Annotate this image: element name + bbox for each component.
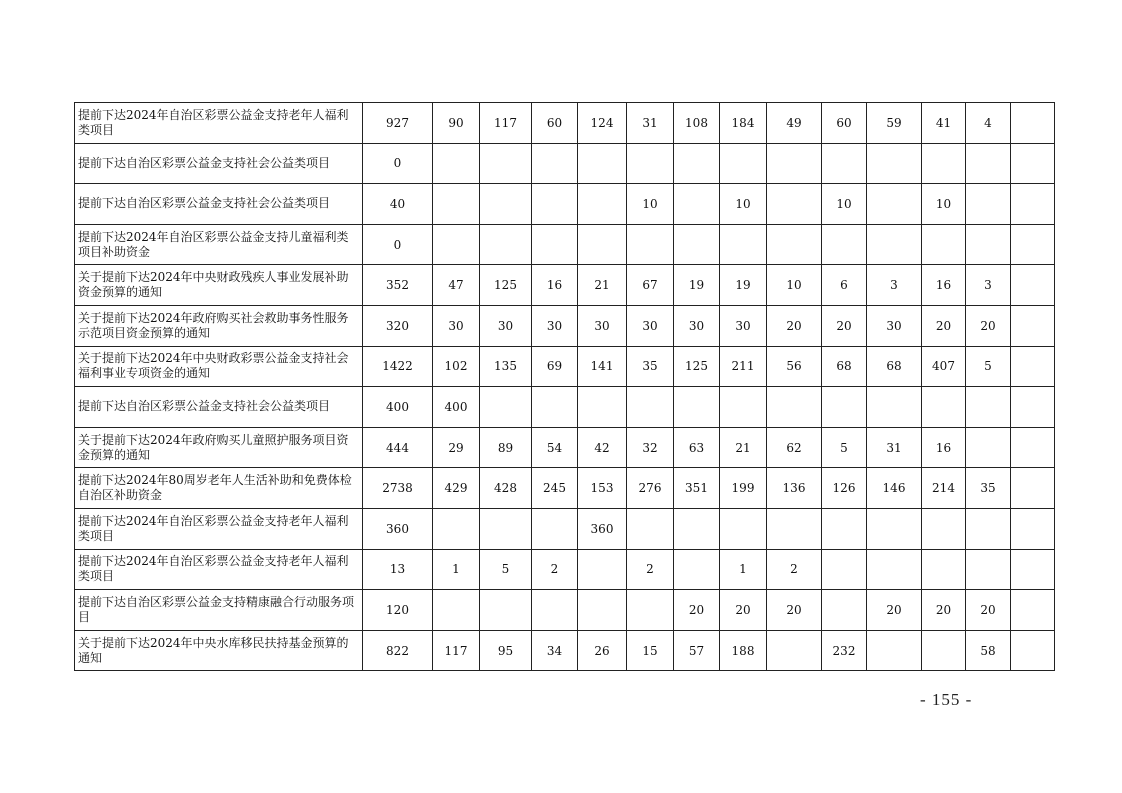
amount-cell (867, 224, 922, 265)
amount-cell: 5 (480, 549, 532, 590)
amount-cell (922, 508, 966, 549)
amount-cell: 20 (767, 305, 822, 346)
amount-cell (674, 387, 720, 428)
amount-cell: 429 (433, 468, 480, 509)
total-amount-cell: 13 (363, 549, 433, 590)
amount-cell: 16 (922, 265, 966, 306)
amount-cell (767, 224, 822, 265)
total-amount-cell: 1422 (363, 346, 433, 387)
amount-cell (578, 387, 627, 428)
amount-cell: 126 (822, 468, 867, 509)
amount-cell (480, 184, 532, 225)
total-amount-cell: 360 (363, 508, 433, 549)
amount-cell: 184 (720, 103, 767, 144)
amount-cell: 54 (532, 427, 578, 468)
amount-cell: 1 (433, 549, 480, 590)
amount-cell (767, 184, 822, 225)
amount-cell: 108 (674, 103, 720, 144)
amount-cell (966, 143, 1011, 184)
table-row (75, 590, 1055, 631)
amount-cell: 20 (822, 305, 867, 346)
project-name-cell: 关于提前下达2024年中央水库移民扶持基金预算的通知 (75, 630, 363, 671)
amount-cell: 5 (966, 346, 1011, 387)
amount-cell (822, 590, 867, 631)
amount-cell: 67 (627, 265, 674, 306)
project-name-cell: 关于提前下达2024年政府购买社会救助事务性服务示范项目资金预算的通知 (75, 305, 363, 346)
amount-cell: 63 (674, 427, 720, 468)
amount-cell: 60 (532, 103, 578, 144)
project-name-cell: 关于提前下达2024年中央财政彩票公益金支持社会福利事业专项资金的通知 (75, 346, 363, 387)
amount-cell: 21 (578, 265, 627, 306)
amount-cell: 10 (720, 184, 767, 225)
amount-cell: 400 (433, 387, 480, 428)
amount-cell (966, 224, 1011, 265)
amount-cell (822, 549, 867, 590)
amount-cell: 10 (627, 184, 674, 225)
amount-cell (674, 549, 720, 590)
amount-cell: 42 (578, 427, 627, 468)
amount-cell: 69 (532, 346, 578, 387)
amount-cell (480, 590, 532, 631)
amount-cell: 30 (627, 305, 674, 346)
amount-cell (720, 387, 767, 428)
total-amount-cell: 444 (363, 427, 433, 468)
total-amount-cell: 927 (363, 103, 433, 144)
amount-cell: 3 (966, 265, 1011, 306)
table-row (75, 549, 1055, 590)
total-amount-cell: 40 (363, 184, 433, 225)
amount-cell: 59 (867, 103, 922, 144)
amount-cell: 10 (922, 184, 966, 225)
amount-cell: 10 (767, 265, 822, 306)
amount-cell (767, 387, 822, 428)
amount-cell (720, 508, 767, 549)
amount-cell: 428 (480, 468, 532, 509)
amount-cell (674, 224, 720, 265)
amount-cell (1011, 346, 1055, 387)
amount-cell (867, 143, 922, 184)
amount-cell: 21 (720, 427, 767, 468)
amount-cell (627, 387, 674, 428)
amount-cell (1011, 224, 1055, 265)
amount-cell: 136 (767, 468, 822, 509)
amount-cell (867, 387, 922, 428)
amount-cell: 19 (720, 265, 767, 306)
amount-cell: 31 (627, 103, 674, 144)
amount-cell: 407 (922, 346, 966, 387)
amount-cell (578, 590, 627, 631)
amount-cell (627, 143, 674, 184)
total-amount-cell: 0 (363, 224, 433, 265)
table-row (75, 630, 1055, 671)
amount-cell (1011, 103, 1055, 144)
table-row (75, 265, 1055, 306)
amount-cell: 232 (822, 630, 867, 671)
amount-cell (822, 143, 867, 184)
project-name-cell: 关于提前下达2024年中央财政残疾人事业发展补助资金预算的通知 (75, 265, 363, 306)
amount-cell: 20 (867, 590, 922, 631)
amount-cell: 1 (720, 549, 767, 590)
table-row (75, 346, 1055, 387)
table-row (75, 427, 1055, 468)
amount-cell: 16 (532, 265, 578, 306)
amount-cell: 68 (822, 346, 867, 387)
amount-cell: 5 (822, 427, 867, 468)
amount-cell (674, 508, 720, 549)
table-row (75, 468, 1055, 509)
amount-cell (1011, 305, 1055, 346)
amount-cell (966, 427, 1011, 468)
amount-cell: 117 (480, 103, 532, 144)
project-name-cell: 提前下达自治区彩票公益金支持社会公益类项目 (75, 143, 363, 184)
table-row (75, 143, 1055, 184)
amount-cell: 90 (433, 103, 480, 144)
amount-cell (532, 184, 578, 225)
amount-cell (532, 143, 578, 184)
amount-cell (480, 508, 532, 549)
amount-cell (1011, 387, 1055, 428)
amount-cell: 31 (867, 427, 922, 468)
amount-cell: 89 (480, 427, 532, 468)
amount-cell: 351 (674, 468, 720, 509)
amount-cell: 30 (578, 305, 627, 346)
amount-cell: 19 (674, 265, 720, 306)
amount-cell: 125 (674, 346, 720, 387)
amount-cell: 20 (767, 590, 822, 631)
amount-cell (627, 508, 674, 549)
amount-cell (922, 549, 966, 590)
amount-cell (922, 387, 966, 428)
amount-cell (1011, 549, 1055, 590)
amount-cell (867, 549, 922, 590)
amount-cell (627, 590, 674, 631)
amount-cell (966, 387, 1011, 428)
amount-cell: 10 (822, 184, 867, 225)
amount-cell (578, 224, 627, 265)
amount-cell: 102 (433, 346, 480, 387)
amount-cell: 56 (767, 346, 822, 387)
amount-cell: 62 (767, 427, 822, 468)
amount-cell (1011, 143, 1055, 184)
table-row (75, 508, 1055, 549)
project-name-cell: 提前下达2024年自治区彩票公益金支持老年人福利类项目 (75, 549, 363, 590)
amount-cell: 30 (867, 305, 922, 346)
amount-cell (1011, 590, 1055, 631)
total-amount-cell: 400 (363, 387, 433, 428)
amount-cell (578, 143, 627, 184)
amount-cell: 60 (822, 103, 867, 144)
table-row (75, 224, 1055, 265)
project-name-cell: 关于提前下达2024年政府购买儿童照护服务项目资金预算的通知 (75, 427, 363, 468)
amount-cell: 135 (480, 346, 532, 387)
amount-cell: 35 (627, 346, 674, 387)
amount-cell: 30 (480, 305, 532, 346)
amount-cell: 68 (867, 346, 922, 387)
amount-cell: 29 (433, 427, 480, 468)
amount-cell: 3 (867, 265, 922, 306)
amount-cell (480, 387, 532, 428)
amount-cell (767, 508, 822, 549)
amount-cell (767, 630, 822, 671)
project-name-cell: 提前下达2024年自治区彩票公益金支持老年人福利类项目 (75, 103, 363, 144)
amount-cell (578, 184, 627, 225)
total-amount-cell: 822 (363, 630, 433, 671)
amount-cell (822, 508, 867, 549)
project-name-cell: 提前下达自治区彩票公益金支持社会公益类项目 (75, 387, 363, 428)
amount-cell: 30 (433, 305, 480, 346)
amount-cell: 188 (720, 630, 767, 671)
amount-cell (674, 143, 720, 184)
amount-cell: 211 (720, 346, 767, 387)
amount-cell (720, 143, 767, 184)
amount-cell: 125 (480, 265, 532, 306)
amount-cell (822, 224, 867, 265)
amount-cell (532, 590, 578, 631)
amount-cell: 26 (578, 630, 627, 671)
total-amount-cell: 0 (363, 143, 433, 184)
amount-cell (966, 508, 1011, 549)
amount-cell: 34 (532, 630, 578, 671)
project-name-cell: 提前下达自治区彩票公益金支持社会公益类项目 (75, 184, 363, 225)
amount-cell (578, 549, 627, 590)
amount-cell: 49 (767, 103, 822, 144)
amount-cell: 47 (433, 265, 480, 306)
amount-cell (822, 387, 867, 428)
amount-cell (674, 184, 720, 225)
amount-cell (1011, 184, 1055, 225)
amount-cell: 30 (532, 305, 578, 346)
amount-cell: 30 (720, 305, 767, 346)
amount-cell: 146 (867, 468, 922, 509)
amount-cell: 20 (966, 590, 1011, 631)
amount-cell (480, 143, 532, 184)
amount-cell: 20 (720, 590, 767, 631)
amount-cell: 2 (767, 549, 822, 590)
project-name-cell: 提前下达自治区彩票公益金支持精康融合行动服务项目 (75, 590, 363, 631)
amount-cell (627, 224, 674, 265)
budget-allocation-table (74, 102, 1055, 671)
amount-cell: 20 (922, 305, 966, 346)
amount-cell (966, 549, 1011, 590)
amount-cell (966, 184, 1011, 225)
table-row (75, 184, 1055, 225)
total-amount-cell: 352 (363, 265, 433, 306)
amount-cell: 57 (674, 630, 720, 671)
amount-cell: 2 (627, 549, 674, 590)
amount-cell (767, 143, 822, 184)
amount-cell: 20 (674, 590, 720, 631)
table-row (75, 387, 1055, 428)
amount-cell (1011, 427, 1055, 468)
amount-cell (532, 508, 578, 549)
amount-cell: 141 (578, 346, 627, 387)
amount-cell (433, 184, 480, 225)
amount-cell (532, 224, 578, 265)
amount-cell: 20 (966, 305, 1011, 346)
amount-cell (433, 143, 480, 184)
amount-cell (532, 387, 578, 428)
table-row (75, 103, 1055, 144)
total-amount-cell: 120 (363, 590, 433, 631)
total-amount-cell: 320 (363, 305, 433, 346)
amount-cell: 153 (578, 468, 627, 509)
amount-cell (922, 143, 966, 184)
amount-cell: 245 (532, 468, 578, 509)
amount-cell (922, 630, 966, 671)
amount-cell: 15 (627, 630, 674, 671)
amount-cell (867, 184, 922, 225)
amount-cell: 58 (966, 630, 1011, 671)
amount-cell (433, 590, 480, 631)
amount-cell (1011, 468, 1055, 509)
page-number: - 155 - (920, 690, 973, 709)
amount-cell: 124 (578, 103, 627, 144)
amount-cell (433, 508, 480, 549)
total-amount-cell: 2738 (363, 468, 433, 509)
amount-cell: 6 (822, 265, 867, 306)
amount-cell: 20 (922, 590, 966, 631)
project-name-cell: 提前下达2024年80周岁老年人生活补助和免费体检自治区补助资金 (75, 468, 363, 509)
amount-cell (720, 224, 767, 265)
amount-cell: 199 (720, 468, 767, 509)
amount-cell: 276 (627, 468, 674, 509)
amount-cell: 117 (433, 630, 480, 671)
amount-cell: 2 (532, 549, 578, 590)
amount-cell: 16 (922, 427, 966, 468)
amount-cell: 32 (627, 427, 674, 468)
table-row (75, 305, 1055, 346)
project-name-cell: 提前下达2024年自治区彩票公益金支持老年人福利类项目 (75, 508, 363, 549)
amount-cell: 360 (578, 508, 627, 549)
table-body (75, 103, 1055, 671)
amount-cell (922, 224, 966, 265)
amount-cell: 41 (922, 103, 966, 144)
amount-cell (867, 630, 922, 671)
amount-cell (867, 508, 922, 549)
amount-cell: 214 (922, 468, 966, 509)
amount-cell (1011, 630, 1055, 671)
amount-cell (1011, 508, 1055, 549)
amount-cell: 30 (674, 305, 720, 346)
amount-cell (1011, 265, 1055, 306)
amount-cell: 4 (966, 103, 1011, 144)
amount-cell (433, 224, 480, 265)
amount-cell: 95 (480, 630, 532, 671)
amount-cell (480, 224, 532, 265)
amount-cell: 35 (966, 468, 1011, 509)
project-name-cell: 提前下达2024年自治区彩票公益金支持儿童福利类项目补助资金 (75, 224, 363, 265)
